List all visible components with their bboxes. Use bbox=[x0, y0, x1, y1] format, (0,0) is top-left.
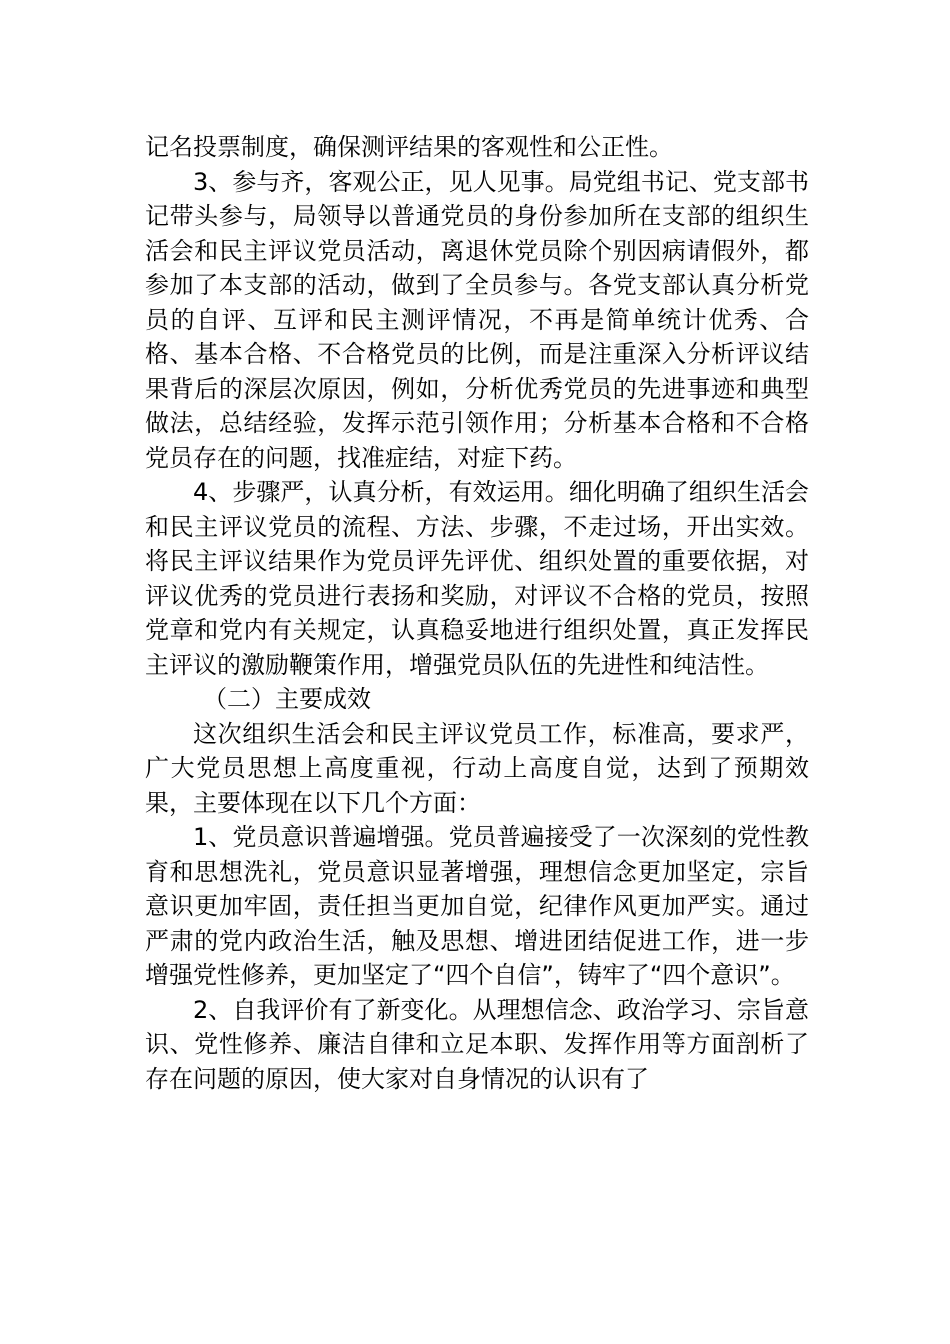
paragraph-5: 1、党员意识普遍增强。党员普遍接受了一次深刻的党性教育和思想洗礼，党员意识显著增强，理想信念更加坚定，宗旨意识更加牢固，责任担当更加自觉，纪律作风更加严实。通过严肃的党内政治生活，触及思想、增进团结促进工作，进一步增强党性修养，更加坚定了“四个自信”，铸牢了“四个意识”。 bbox=[145, 823, 809, 989]
paragraph-6: 2、自我评价有了新变化。从理想信念、政治学习、宗旨意识、党性修养、廉洁自律和立足本职、发挥作用等方面剖析了存在问题的原因，使大家对自身情况的认识有了 bbox=[145, 995, 809, 1093]
section-heading: （二）主要成效 bbox=[203, 685, 371, 713]
paragraph-4: 这次组织生活会和民主评议党员工作，标准高，要求严，广大党员思想上高度重视，行动上高度自觉，达到了预期效果，主要体现在以下几个方面： bbox=[145, 719, 809, 817]
paragraph-2: 3、参与齐，客观公正，见人见事。局党组书记、党支部书记带头参与，局领导以普通党员的身份参加所在支部的组织生活会和民主评议党员活动，离退休党员除个别因病请假外，都参加了本支部的活动，做到了全员参与。各党支部认真分析党员的自评、互评和民主测评情况，不再是简单统计优秀、合格、基本合格、不合格党员的比例，而是注重深入分析评议结果背后的深层次原因，例如，分析优秀党员的先进事迹和典型做法，总结经验，发挥示范引领作用；分析基本合格和不合格党员存在的问题，找准症结，对症下药。 bbox=[145, 167, 809, 472]
paragraph-1: 记名投票制度，确保测评结果的客观性和公正性。 bbox=[145, 133, 673, 161]
paragraph-3: 4、步骤严，认真分析，有效运用。细化明确了组织生活会和民主评议党员的流程、方法、步骤，不走过场，开出实效。将民主评议结果作为党员评先评优、组织处置的重要依据，对评议优秀的党员进行表扬和奖励，对评议不合格的党员，按照党章和党内有关规定，认真稳妥地进行组织处置，真正发挥民主评议的激励鞭策作用，增强党员队伍的先进性和纯洁性。 bbox=[145, 478, 809, 679]
document-page bbox=[145, 130, 809, 1096]
